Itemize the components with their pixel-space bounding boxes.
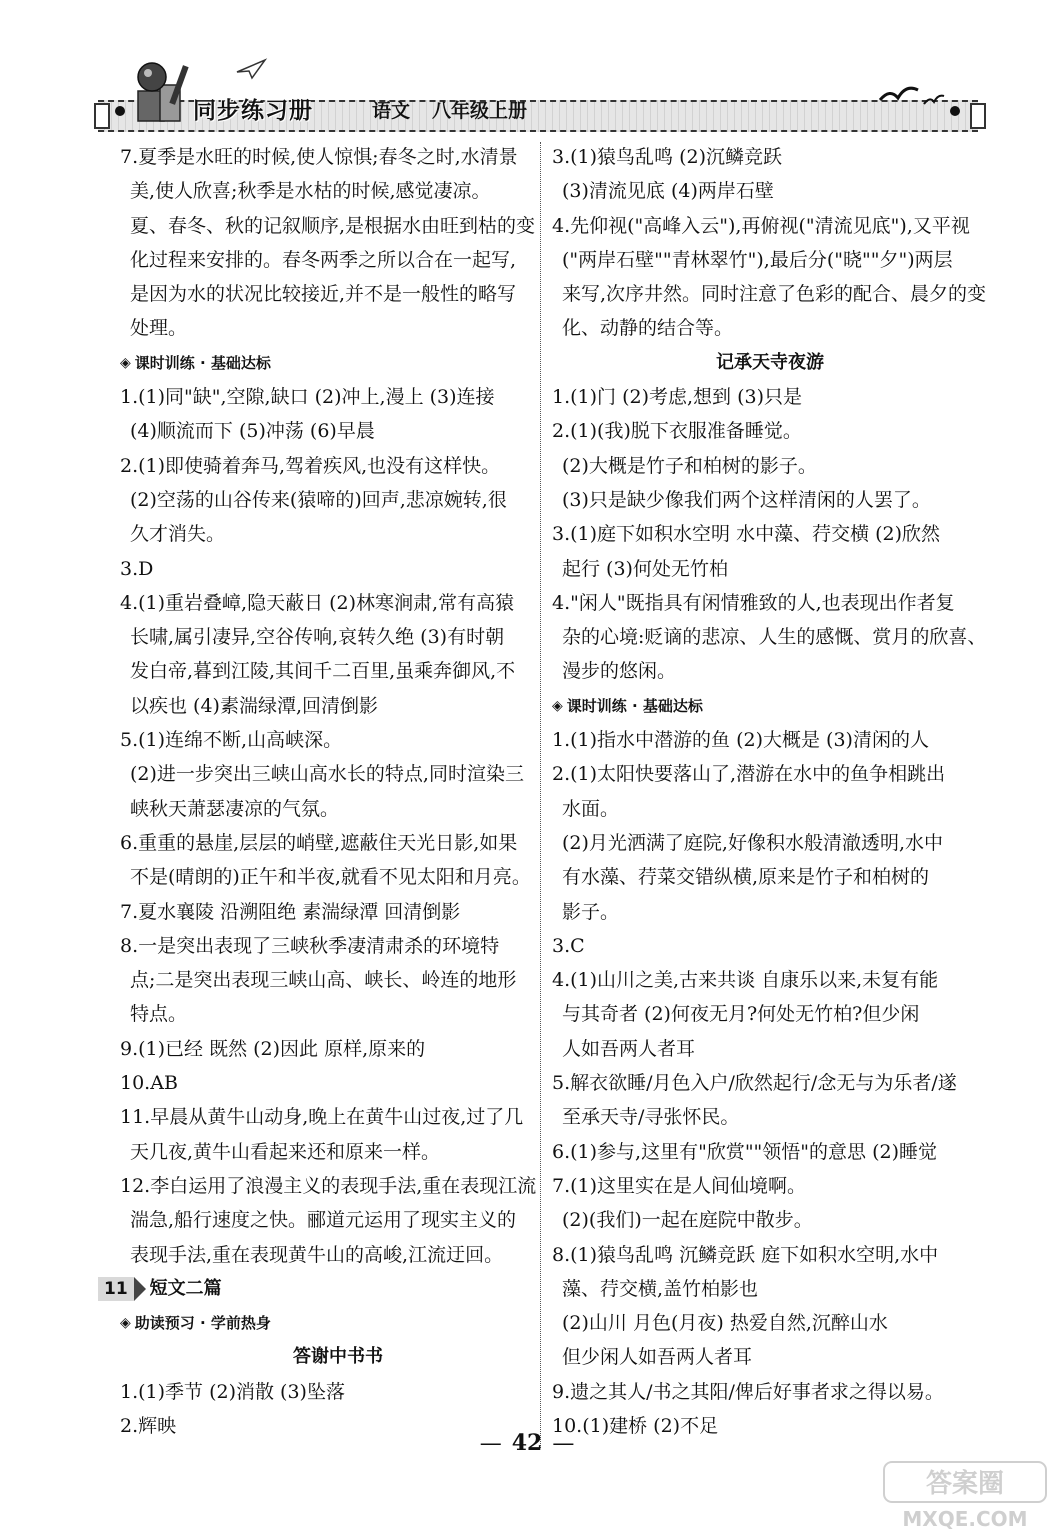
grade-label: 八年级上册 [432,100,528,122]
answer-line: 夏、春冬、秋的记叙顺序,是根据水由旺到枯的变 [130,214,536,237]
answer-line: 9.遗之其人/书之其阳/俾后好事者求之得以易。 [552,1380,944,1403]
answer-line: 杂的心境:贬谪的悲凉、人生的感慨、赏月的欣喜、 [562,626,987,649]
answer-line: 3.(1)庭下如积水空明 水中藻、荇交横 (2)欣然 [552,523,941,546]
answer-line: 起行 (3)何处无竹柏 [562,557,728,580]
answer-line: 5.解衣欲睡/月色入户/欣然起行/念无与为乐者/遂 [552,1072,957,1095]
answer-line: 以疾也 (4)素湍绿潭,回清倒影 [130,694,378,717]
answer-line: (3)清流见底 (4)两岸石壁 [562,180,774,203]
answer-line: 影子。 [562,900,620,923]
answer-line: 久才消失。 [130,523,226,546]
answer-line: 1.(1)同"缺",空隙,缺口 (2)冲上,漫上 (3)连接 [120,386,495,409]
answer-line: 发白帝,暮到江陵,其间千二百里,虽乘奔御风,不 [130,660,516,683]
answer-line: 天几夜,黄牛山看起来还和原来一样。 [130,1140,441,1163]
right-column [552,140,988,1443]
answer-line: 1.(1)季节 (2)消散 (3)坠落 [120,1380,345,1403]
answer-line: 是因为水的状况比较接近,并不是一般性的略写 [130,283,517,306]
answer-line: 10.(1)建桥 (2)不足 [552,1414,719,1437]
answer-line: (2)山川 月色(月夜) 热爱自然,沉醉山水 [562,1312,888,1335]
header-bar-right-cap [970,103,986,129]
answer-line: 处理。 [130,317,188,340]
answer-line: 藻、荇交横,盖竹柏影也 [562,1277,759,1300]
answer-line: 2.辉映 [120,1414,177,1437]
book-title: 同步练习册 [193,98,313,124]
answer-line: 12.李白运用了浪漫主义的表现手法,重在表现江流 [120,1174,537,1197]
answer-line: 7.(1)这里实在是人间仙境啊。 [552,1174,807,1197]
section-subheading [120,1306,556,1340]
diamond-bullet-icon: ◈ [120,354,131,371]
diamond-bullet-icon: ◈ [552,697,563,714]
answer-line: 4.(1)重岩叠嶂,隐天蔽日 (2)林寒涧肃,常有高猿 [120,591,515,614]
answer-line: 10.AB [120,1072,178,1095]
page-header [0,0,1054,140]
lesson-number: 11 [98,1277,134,1301]
answer-line: 4.先仰视("高峰入云"),再俯视("清流见底"),又平视 [552,214,970,237]
answer-line: 至承天寺/寻张怀民。 [562,1106,740,1129]
page-number: — 42 — [479,1430,575,1456]
diamond-bullet-icon: ◈ [120,1315,131,1332]
answer-line: 2.(1)即使骑着奔马,驾着疾风,也没有这样快。 [120,454,501,477]
answer-line: (4)顺流而下 (5)冲荡 (6)早晨 [130,420,375,443]
subheading-text: 课时训练 · 基础达标 [566,696,703,715]
answer-line: 8.(1)猿鸟乱鸣 沉鳞竞跃 庭下如积水空明,水中 [552,1243,939,1266]
lesson-heading [104,1272,556,1306]
section-subheading [552,689,988,723]
answer-line: 8.一是突出表现了三峡秋季凄清肃杀的环境特 [120,934,500,957]
stationery-illustration [130,55,192,125]
answer-line: 人如吾两人者耳 [562,1037,696,1060]
answer-line: (2)大概是竹子和柏树的影子。 [562,454,817,477]
subheading-text: 助读预习 · 学前热身 [134,1314,271,1333]
answer-line: 7.夏水襄陵 沿溯阻绝 素湍绿潭 回清倒影 [120,900,461,923]
answer-line: 1.(1)门 (2)考虑,想到 (3)只是 [552,386,802,409]
header-dot-right [950,106,960,116]
birds-icon [876,80,946,110]
answer-line: 有水藻、荇菜交错纵横,原来是竹子和柏树的 [562,866,930,889]
answer-line: (2)(我们)一起在庭院中散步。 [562,1209,813,1232]
answer-line: 化过程来安排的。春冬两季之所以合在一起写, [130,248,517,271]
svg-text:答案圈: 答案圈 [925,1469,1005,1499]
answer-line: 特点。 [130,1003,188,1026]
answer-line: 6.重重的悬崖,层层的峭壁,遮蔽住天光日影,如果 [120,831,518,854]
answer-line: 峡秋天萧瑟凄凉的气氛。 [130,797,340,820]
answer-line: 1.(1)指水中潜游的鱼 (2)大概是 (3)清闲的人 [552,729,929,752]
answer-line: (3)只是缺少像我们两个这样清闲的人罢了。 [562,488,931,511]
header-dot-left [115,106,125,116]
answer-line: 4.(1)山川之美,古来共谈 自康乐以来,未复有能 [552,969,939,992]
answer-line: 2.(1)太阳快要落山了,潜游在水中的鱼争相跳出 [552,763,946,786]
answer-line: 11.早晨从黄牛山动身,晚上在黄牛山过夜,过了几 [120,1106,524,1129]
chevron-right-icon [134,1277,146,1301]
answer-line: 6.(1)参与,这里有"欣赏""领悟"的意思 (2)睡觉 [552,1140,937,1163]
essay-title: 答谢中书书 [293,1346,383,1368]
header-bar-left-cap [94,103,110,129]
answer-line: 化、动静的结合等。 [562,317,734,340]
answer-line: 长啸,属引凄异,空谷传响,哀转久绝 (3)有时朝 [130,626,505,649]
answer-line: (2)空荡的山谷传来(猿啼的)回声,悲凉婉转,很 [130,488,507,511]
subject-label: 语文 [372,100,411,122]
answer-line: 2.(1)(我)脱下衣服准备睡觉。 [552,420,802,443]
answer-line: (2)进一步突出三峡山高水长的特点,同时渲染三 [130,763,524,786]
answer-line: 3.D [120,557,154,580]
answer-line: 4."闲人"既指具有闲情雅致的人,也表现出作者复 [552,591,955,614]
answer-line: ("两岸石壁""青林翠竹"),最后分("晓""夕")两层 [562,248,953,271]
answer-line: 9.(1)已经 既然 (2)因此 原样,原来的 [120,1037,426,1060]
answer-line: 3.(1)猿鸟乱鸣 (2)沉鳞竞跃 [552,146,782,168]
lesson-title: 短文二篇 [149,1277,222,1299]
answer-line: 表现手法,重在表现黄牛山的高峻,江流迂回。 [130,1243,504,1266]
answer-line: 美,使人欣喜;秋季是水枯的时候,感觉凄凉。 [130,180,491,203]
watermark-logo [880,1460,1050,1532]
answer-line: 来写,次序井然。同时注意了色彩的配合、晨夕的变 [562,283,987,306]
left-column [104,140,556,1443]
svg-text:MXQE.COM: MXQE.COM [902,1507,1028,1531]
paper-plane-icon [236,58,266,80]
answer-line: 不是(晴朗的)正午和半夜,就看不见太阳和月亮。 [130,866,531,889]
answer-line: 7.夏季是水旺的时候,使人惊惧;春冬之时,水清景 [120,146,518,168]
section-subheading [120,346,556,380]
answer-line: 湍急,船行速度之快。郦道元运用了现实主义的 [130,1209,517,1232]
subheading-text: 课时训练 · 基础达标 [134,353,271,372]
answer-line: 水面。 [562,797,620,820]
essay-title: 记承天寺夜游 [716,351,824,373]
answer-line: 5.(1)连绵不断,山高峡深。 [120,729,343,752]
answer-line: 但少闲人如吾两人者耳 [562,1346,753,1369]
answer-line: 点;二是突出表现三峡山高、峡长、岭连的地形 [130,969,517,992]
answer-line: 漫步的悠闲。 [562,660,677,683]
answer-line: (2)月光洒满了庭院,好像积水般清澈透明,水中 [562,831,943,854]
answer-line: 3.C [552,934,585,957]
answer-line: 与其奇者 (2)何夜无月?何处无竹柏?但少闲 [562,1003,920,1026]
